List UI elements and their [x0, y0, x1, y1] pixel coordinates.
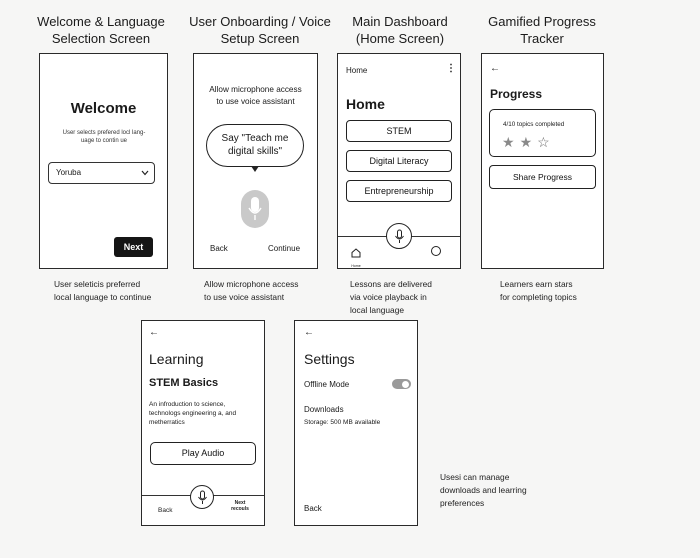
topics-completed: 4/10 topics completed — [503, 121, 565, 128]
dashboard-header-title: Home — [346, 66, 368, 75]
learning-screen — [141, 320, 265, 526]
lesson-mic-button[interactable] — [190, 485, 214, 509]
star-filled-icon: ★ — [502, 134, 520, 150]
more-menu-icon[interactable]: ⋮ — [446, 63, 456, 74]
category-stem[interactable]: STEM — [346, 120, 452, 142]
title-onboarding: User Onboarding / Voice Setup Screen — [189, 14, 331, 46]
star-filled-icon: ★ — [519, 134, 538, 150]
star-empty-icon: ☆ — [537, 134, 555, 150]
bubble-tail — [251, 166, 259, 172]
caption-progress: Learners earn stars for completing topics — [500, 279, 577, 302]
offline-mode-toggle[interactable] — [392, 379, 411, 389]
onboarding-screen — [193, 53, 318, 269]
microphone-icon — [197, 490, 208, 505]
back-arrow-icon[interactable]: ← — [304, 327, 314, 338]
title-dashboard: Main Dashboard (Home Screen) — [352, 14, 448, 46]
downloads-label: Downloads — [304, 405, 344, 414]
caption-welcome: User seleticis preferred local language to continue — [54, 279, 152, 302]
offline-mode-label: Offline Mode — [304, 380, 350, 389]
caption-dashboard: Lessons are delivered via voice playback in local language — [350, 279, 432, 315]
progress-card — [489, 109, 596, 157]
microphone-button[interactable] — [241, 190, 269, 228]
chevron-down-icon — [141, 170, 149, 176]
play-audio-button[interactable]: Play Audio — [150, 442, 256, 465]
lesson-nav-bar — [142, 495, 264, 525]
storage-info: Storage: 500 MB available — [304, 419, 381, 426]
settings-screen — [294, 320, 418, 526]
continue-button[interactable]: Continue — [268, 244, 301, 253]
microphone-icon — [247, 196, 263, 222]
nav-home-label: Home — [351, 264, 361, 268]
lesson-next-button[interactable]: Next recouls — [231, 500, 249, 512]
settings-back-button[interactable]: Back — [304, 504, 322, 513]
lesson-title: STEM Basics — [149, 377, 219, 389]
nav-home[interactable] — [351, 245, 361, 268]
caption-onboarding: Allow microphone access to use voice assistant — [204, 279, 299, 302]
share-progress-button[interactable]: Share Progress — [489, 165, 596, 189]
lesson-description: An infroduction to science, technologs engineering a, and metherratics — [149, 401, 237, 426]
toggle-knob — [402, 381, 409, 388]
title-progress: Gamified Progress Tracker — [488, 14, 596, 46]
star-rating — [502, 134, 555, 151]
voice-prompt-bubble: Say "Teach me digital skills" — [206, 124, 304, 167]
caption-settings: Usesi can manage downloads and learring preferences — [440, 472, 527, 508]
category-digital-literacy[interactable]: Digital Literacy — [346, 150, 452, 172]
back-button[interactable]: Back — [210, 244, 228, 253]
title-welcome: Welcome & Language Selection Screen — [37, 14, 165, 46]
next-button[interactable]: Next — [114, 237, 153, 257]
bottom-nav — [338, 236, 460, 268]
lesson-back-button[interactable]: Back — [158, 507, 173, 514]
welcome-subtext: User selects prefered locl lang- uage to contin ue — [62, 130, 146, 144]
dashboard-screen — [337, 53, 461, 269]
settings-heading: Settings — [304, 351, 355, 367]
home-icon — [351, 248, 361, 258]
welcome-screen — [39, 53, 168, 269]
dashboard-heading: Home — [346, 96, 385, 112]
nav-profile-icon[interactable] — [431, 246, 441, 256]
nav-mic-button[interactable] — [386, 223, 412, 249]
language-select[interactable] — [48, 162, 155, 184]
microphone-icon — [394, 229, 405, 244]
progress-heading: Progress — [490, 87, 543, 101]
back-arrow-icon[interactable]: ← — [490, 63, 500, 74]
welcome-heading: Welcome — [70, 100, 137, 117]
language-value: Yoruba — [56, 168, 82, 177]
onboarding-prompt: Allow microphone access to use voice assistant — [209, 85, 302, 106]
learning-heading: Learning — [149, 351, 204, 367]
category-entrepreneurship[interactable]: Entrepreneurship — [346, 180, 452, 202]
progress-screen — [481, 53, 604, 269]
back-arrow-icon[interactable]: ← — [149, 327, 159, 338]
